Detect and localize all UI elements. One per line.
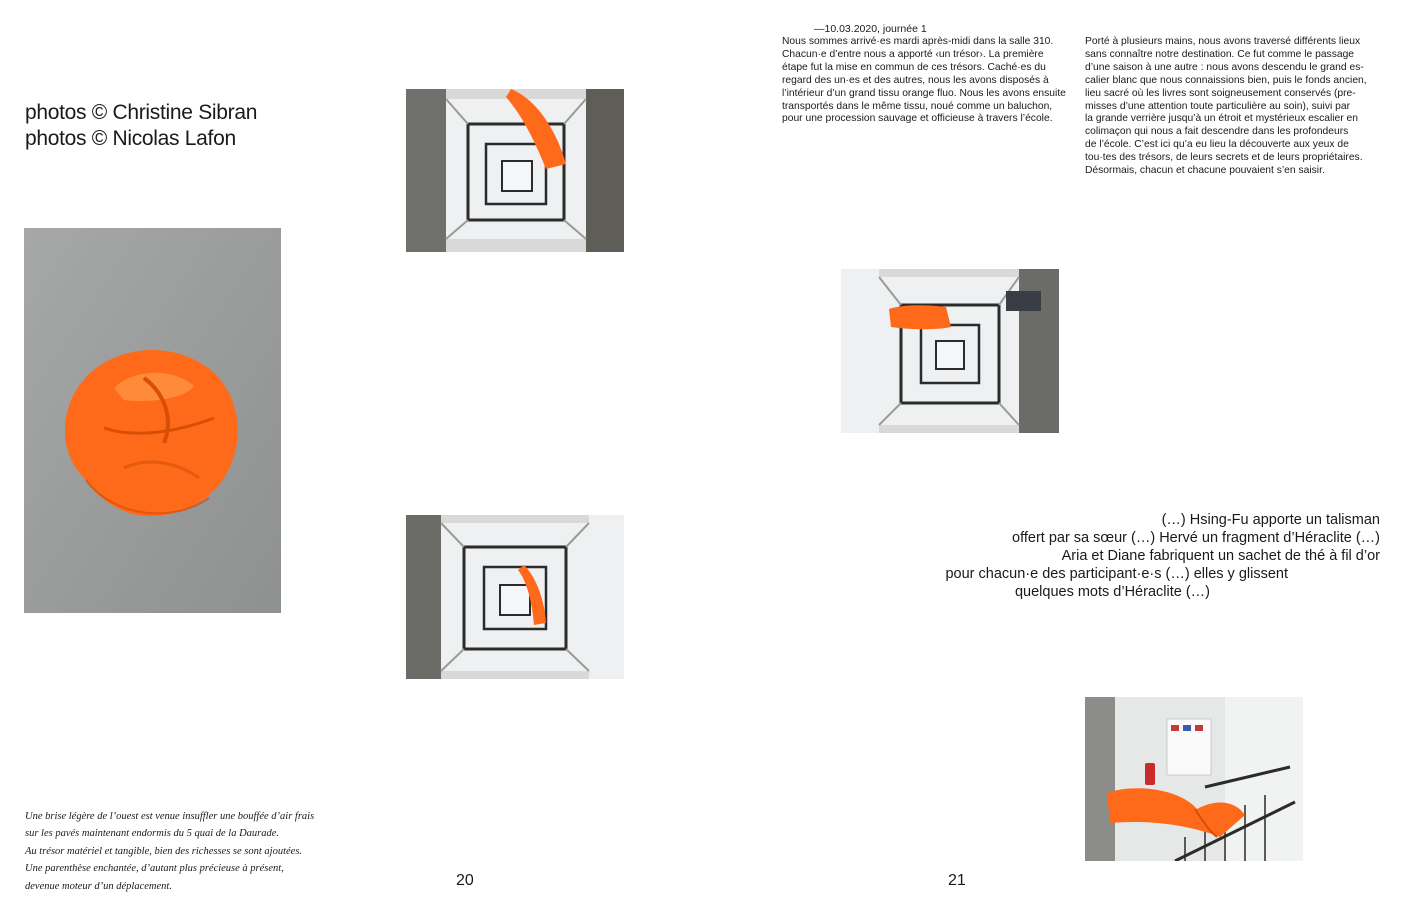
- caption-line: Au trésor matériel et tangible, bien des richesses se sont ajoutées.: [25, 845, 303, 857]
- quote-line: Aria et Diane fabriquent un sachet de thé à fil d’or: [1061, 548, 1380, 564]
- page-number-left: 20: [456, 872, 474, 889]
- column-line: Chacun·e d’entre nous a apporté ‹un trésor›. La première: [782, 48, 1044, 60]
- column-line: regard des un·es et des autres, nous les avons disposés à: [782, 74, 1049, 86]
- quote-line: quelques mots d’Héraclite (…): [1014, 584, 1210, 600]
- quote-line: offert par sa sœur (…) Hervé un fragment d’Héraclite (…): [1012, 530, 1380, 546]
- column-line: Porté à plusieurs mains, nous avons traversé différents lieux: [1085, 36, 1361, 47]
- caption-line: Une parenthèse enchantée, d’autant plus précieuse à présent,: [25, 863, 284, 875]
- italic-caption: [25, 808, 345, 895]
- photo-stairwell-4: [1085, 697, 1303, 861]
- text-column-2: [1085, 36, 1381, 178]
- column-line: transportés dans le même tissu, noué comme un baluchon,: [782, 100, 1053, 112]
- quote-line: pour chacun·e des participant·e·s (…) elles y glissent: [945, 566, 1288, 582]
- page-number-right: 21: [948, 872, 966, 889]
- column-line: la grande verrière jusqu’à un étroit et mystérieux escalier en: [1085, 113, 1359, 125]
- photo-orange-bundle: [24, 228, 281, 613]
- credit-line-1: photos © Christine Sibran: [25, 101, 258, 124]
- text-column-1: [782, 36, 1078, 126]
- column-line: d’une saison à une autre : nous avons descendu le grand es-: [1085, 61, 1364, 73]
- column-line: lieu sacré où les livres sont soigneusement conservés (pre-: [1085, 87, 1356, 99]
- photo-credits: [25, 100, 257, 152]
- column-line: de l’école. C’est ici qu’a eu lieu la découverte aux yeux de: [1085, 139, 1349, 151]
- column-line: pour une procession sauvage et officieuse à travers l’école.: [782, 113, 1053, 125]
- column-line: colimaçon qui nous a fait descendre dans les profondeurs: [1085, 126, 1349, 138]
- column-line: Nous sommes arrivé·es mardi après-midi dans la salle 310.: [782, 36, 1054, 47]
- date-heading: —10.03.2020, journée 1: [814, 23, 927, 35]
- photo-stairwell-3: [841, 269, 1059, 433]
- quote-line: (…) Hsing-Fu apporte un talisman: [1161, 512, 1380, 528]
- column-line: sans connaître notre destination. Ce fut comme le passage: [1085, 48, 1355, 60]
- caption-line: Une brise légère de l’ouest est venue insuffler une bouffée d’air frais: [25, 811, 315, 822]
- caption-line: devenue moteur d’un déplacement.: [25, 880, 172, 892]
- column-line: misses d’une attention toute particulière au soin), suivi par: [1085, 100, 1350, 112]
- column-line: Désormais, chacun et chacune pouvaient s’en saisir.: [1085, 165, 1325, 177]
- column-line: tou·tes des trésors, de leurs secrets et de leurs propriétaires.: [1085, 152, 1363, 164]
- caption-line: sur les pavés maintenant endormis du 5 quai de la Daurade.: [25, 828, 280, 840]
- photo-stairwell-2: [406, 515, 624, 679]
- photo-stairwell-1: [406, 89, 624, 252]
- quote-block: [945, 511, 1380, 601]
- column-line: étape fut la mise en commun de ces trésors. Caché·es du: [782, 61, 1046, 73]
- column-line: l’intérieur d’un grand tissu orange fluo. Nous les avons ensuite: [782, 87, 1066, 99]
- credit-line-2: photos © Nicolas Lafon: [25, 127, 236, 150]
- column-line: calier blanc que nous connaissions bien, puis le fonds ancien,: [1085, 74, 1367, 86]
